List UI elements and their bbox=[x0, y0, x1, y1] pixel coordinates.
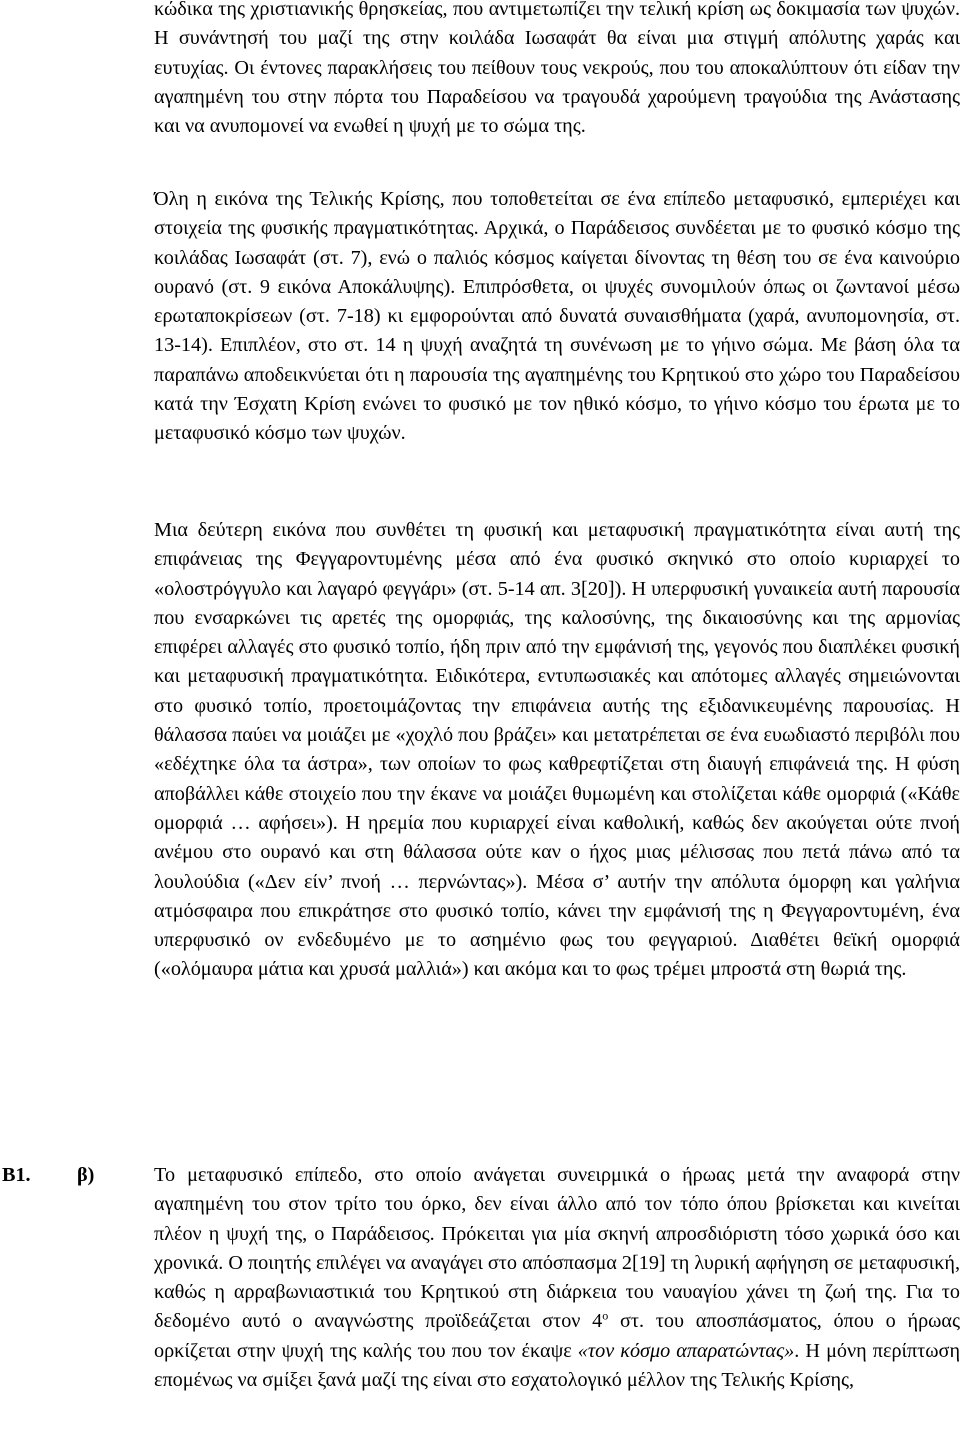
paragraph-4-part1: Το μεταφυσικό επίπεδο, στο οποίο ανάγεται συνειρμικά ο ήρωας μετά την αναφορά στην αγαπημένη του στον τρίτο του όρκο, δεν είναι άλλο από τον τόπο όπου βρίσκεται και κινείται πλέον η ψυχή της, ο Παράδεισος. Πρόκειται για μία σκηνή απροσδιόριστη τόσο χωρικά όσο και χρονικά. Ο ποιητής επιλέγει να αναγάγει στο απόσπασμα 2[19] τη λυρική αφήγηση σε μεταφυσική, καθώς η αρραβωνιαστικιά του Κρητικού στη διάρκεια του ναυαγίου χάνει τη ζωή της. Για το δεδομένο αυτό ο αναγνώστης προϊδεάζεται στον 4 bbox=[154, 1164, 960, 1333]
paragraph-4 bbox=[154, 1161, 960, 1395]
italic-quote: «τον κόσμο απαρατώντας» bbox=[577, 1339, 795, 1362]
section-label: Β1. bbox=[2, 1164, 31, 1186]
paragraph-4-part3: . Η μόνη περίπτωση επομένως να σμίξει ξανά μαζί της είναι στο εσχατολογικό μέλλον της Τελικής Κρίσης, bbox=[154, 1339, 960, 1392]
paragraph-2 bbox=[154, 185, 960, 449]
ordinal-superscript: ο bbox=[602, 1308, 609, 1323]
paragraph-3 bbox=[154, 516, 960, 985]
paragraph-4-part2: στ. του αποσπάσματος, όπου ο ήρωας ορκίζεται στην ψυχή της καλής του που τον έκαψε bbox=[154, 1310, 960, 1362]
paragraph-4-text bbox=[154, 1161, 960, 1395]
paragraph-2-text: Όλη η εικόνα της Τελικής Κρίσης, που τοποθετείται σε ένα επίπεδο μεταφυσικό, εμπεριέχει και στοιχεία της φυσικής πραγματικότητας. Αρχικά, ο Παράδεισος συνδέεται με το φυσικό κόσμο της κοιλάδας Ιωσαφάτ (στ. 7), ενώ ο παλιός κόσμος καίγεται δίνοντας τη θέση του σε ένα καινούριο ουρανό (στ. 9 εικόνα Αποκάλυψης). Επιπρόσθετα, οι ψυχές συνομιλούν όπως οι ζωντανοί μέσω ερωταποκρίσεων (στ. 7-18) κι εμφορούνται από δυνατά συναισθήματα (χαρά, ανυπομονησία, στ. 13-14). Επιπλέον, στο στ. 14 η ψυχή αναζητά τη συνένωση με το γήινο σώμα. Με βάση όλα τα παραπάνω αποδεικνύεται ότι η παρουσία της αγαπημένης του Κρητικού στο χώρο του Παραδείσου κατά την Έσχατη Κρίση ενώνει το φυσικό με τον ηθικό κόσμο, το γήινο κόσμο του έρωτα με το μεταφυσικό κόσμο των ψυχών. bbox=[154, 188, 960, 445]
paragraph-3-text: Μια δεύτερη εικόνα που συνθέτει τη φυσική και μεταφυσική πραγματικότητα είναι αυτή της επιφάνειας της Φεγγαροντυμένης μέσα από ένα φυσικό σκηνικό στο οποίο κυριαρχεί το «ολοστρόγγυλο και λαγαρό φεγγάρι» (στ. 5-14 απ. 3[20]). Η υπερφυσική γυναικεία αυτή παρουσία που ενσαρκώνει τις αρετές της ομορφιάς, της καλοσύνης, της δικαιοσύνης και της αρμονίας επιφέρει αλλαγές στο φυσικό τοπίο, ήδη πριν από την εμφάνισή της, γεγονός που διαπλέκει φυσική και μεταφυσική πραγματικότητα. Ειδικότερα, εντυπωσιακές και απότομες αλλαγές σημειώνονται στο φυσικό τοπίο, προετοιμάζοντας την επιφάνεια αυτής της εξιδανικευμένης παρουσίας. Η θάλασσα παύει να μοιάζει με «χοχλό που βράζει» και μετατρέπεται σε ένα ευωδιαστό περιβόλι που «εδέχτηκε όλα τα άστρα», των οποίων το φως καθρεφτίζεται στη διαυγή επιφάνειά της. Η φύση αποβάλλει κάθε στοιχείο που την έκανε να μοιάζει θυμωμένη και στολίζεται κάθε ομορφιά («Κάθε ομορφιά … αφήσει»). Η ηρεμία που κυριαρχεί είναι καθολική, καθώς δεν ακούγεται ούτε πνοή ανέμου στο ουρανό και στη θάλασσα ούτε καν ο ήχος μιας μέλισσας που πετά πάνω από τα λουλούδια («Δεν είν’ πνοή … περνώντας»). Μέσα σ’ αυτήν την απόλυτα όμορφη και γαλήνια ατμόσφαιρα που επικράτησε στο φυσικό τοπίο, κάνει την εμφάνισή της η Φεγγαροντυμένη, ένα υπερφυσικό ον ενδεδυμένο με το ασημένιο φως του φεγγαριού. Διαθέτει θεϊκή ομορφιά («ολόμαυρα μάτια και χρυσά μαλλιά») και ακόμα και το φως τρέμει μπροστά στη θωριά της. bbox=[154, 519, 960, 981]
subsection-label: β) bbox=[77, 1164, 95, 1186]
paragraph-1 bbox=[154, 0, 960, 141]
paragraph-1-text: κώδικα της χριστιανικής θρησκείας, που αντιμετωπίζει την τελική κρίση ως δοκιμασία των ψυχών. Η συνάντησή του μαζί της στην κοιλάδα Ιωσαφάτ θα είναι μια στιγμή απόλυτης χαράς και ευτυχίας. Οι έντονες παρακλήσεις του πείθουν τους νεκρούς, που του αποκαλύπτουν ότι είδαν την αγαπημένη του στην πόρτα του Παραδείσου να τραγουδά χαρούμενη τραγούδια της Ανάστασης και να ανυπομονεί να ενωθεί η ψυχή με το σώμα της. bbox=[154, 0, 960, 138]
